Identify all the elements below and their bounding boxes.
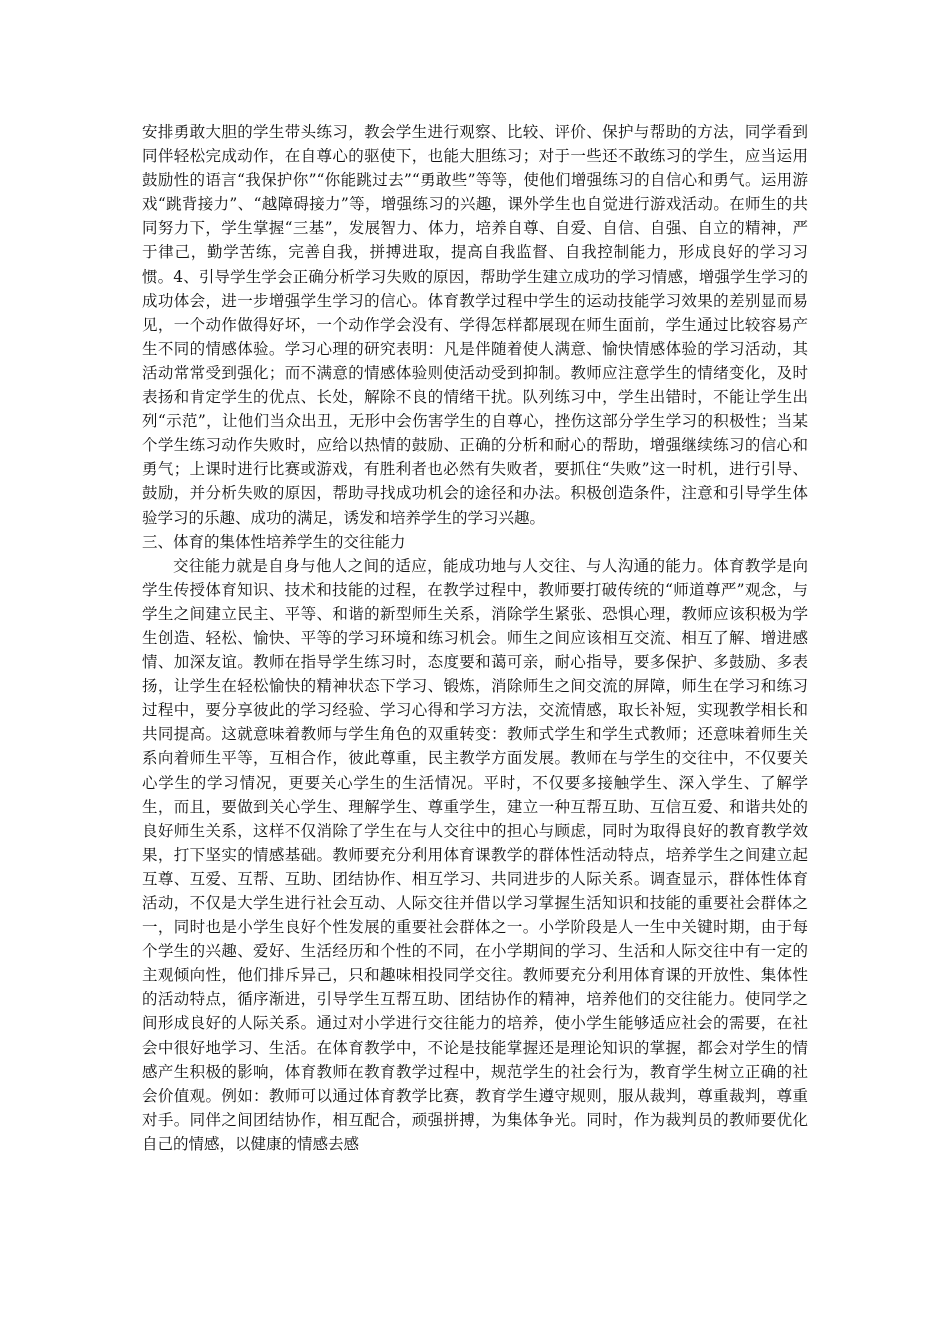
body-paragraph-2: 交往能力就是自身与他人之间的适应，能成功地与人交往、与人沟通的能力。体育教学是向学生传授体育知识、技术和技能的过程，在教学过程中，教师要打破传统的“师道尊严”观念，与学生之间建立民主、平等、和谐的新型师生关系，消除学生紧张、恐惧心理，教师应该积极为学生创造、轻松、愉快、平等的学习环境和练习机会。师生之间应该相互交流、相互了解、增进感情、加深友谊。教师在指导学生练习时，态度要和蔼可亲，耐心指导，要多保护、多鼓励、多表扬，让学生在轻松愉快的精神状态下学习、锻炼，消除师生之间交流的屏障，师生在学习和练习过程中，要分享彼此的学习经验、学习心得和学习方法，交流情感，取长补短，实现教学相长和共同提高。这就意味着教师与学生角色的双重转变：教师式学生和学生式教师；还意味着师生关系向着师生平等，互相合作，彼此尊重，民主教学方面发展。教师在与学生的交往中，不仅要关心学生的学习情况，更要关心学生的生活情况。平时，不仅要多接触学生、深入学生、了解学生，而且，要做到关心学生、理解学生、尊重学生，建立一种互帮互助、互信互爱、和谐共处的良好师生关系，这样不仅消除了学生在与人交往中的担心与顾虑，同时为取得良好的教育教学效果，打下坚实的情感基础。教师要充分利用体育课教学的群体性活动特点，培养学生之间建立起互尊、互爱、互帮、互助、团结协作、相互学习、共同进步的人际关系。调查显示，群体性体育活动，不仅是大学生进行社会互动、人际交往并借以学习掌握生活知识和技能的重要社会群体之一，同时也是小学生良好个性发展的重要社会群体之一。小学阶段是人一生中关键时期，由于每个学生的兴趣、爱好、生活经历和个性的不同，在小学期间的学习、生活和人际交往中有一定的主观倾向性，他们排斥异己，只和趣味相投同学交往。教师要充分利用体育课的开放性、集体性的活动特点，循序渐进，引导学生互帮互助、团结协作的精神，培养他们的交往能力。使同学之间形成良好的人际关系。通过对小学进行交往能力的培养，使小学生能够适应社会的需要，在社会中很好地学习、生活。在体育教学中，不论是技能掌握还是理论知识的掌握，都会对学生的情感产生积极的影响，体育教师在教育教学过程中，规范学生的社会行为，教育学生树立正确的社会价值观。例如：教师可以通过体育教学比赛，教育学生遵守规则，服从裁判，尊重裁判，尊重对手。同伴之间团结协作，相互配合，顽强拼搏，为集体争光。同时，作为裁判员的教师要优化自己的情感，以健康的情感去感 [142, 556, 808, 1153]
document-page [142, 120, 808, 1156]
section-heading: 三、体育的集体性培养学生的交往能力 [142, 532, 406, 551]
body-paragraph-1: 安排勇敢大胆的学生带头练习，教会学生进行观察、比较、评价、保护与帮助的方法，同学看到同伴轻松完成动作，在自尊心的驱使下，也能大胆练习；对于一些还不敢练习的学生，应当运用鼓励性的语言“我保护你”“你能跳过去”“勇敢些”等等，使他们增强练习的自信心和勇气。运用游戏“跳背接力”、“越障碍接力”等，增强练习的兴趣，课外学生也自觉进行游戏活动。在师生的共同努力下，学生掌握“三基”，发展智力、体力，培养自尊、自爱、自信、自强、自立的精神，严于律己，勤学苦练，完善自我，拼搏进取，提高自我监督、自我控制能力，形成良好的学习习惯。4、引导学生学会正确分析学习失败的原因，帮助学生建立成功的学习情感，增强学生学习的成功体会，进一步增强学生学习的信心。体育教学过程中学生的运动技能学习效果的差别显而易见，一个动作做得好坏，一个动作学会没有、学得怎样都展现在师生面前，学生通过比较容易产生不同的情感体验。学习心理的研究表明：凡是伴随着使人满意、愉快情感体验的学习活动，其活动常常受到强化；而不满意的情感体验则使活动受到抑制。教师应注意学生的情绪变化，及时表扬和肯定学生的优点、长处，解除不良的情绪干扰。队列练习中，学生出错时，不能让学生出列“示范”，让他们当众出丑，无形中会伤害学生的自尊心，挫伤这部分学生学习的积极性；当某个学生练习动作失败时，应给以热情的鼓励、正确的分析和耐心的帮助，增强继续练习的信心和勇气；上课时进行比赛或游戏，有胜利者也必然有失败者，要抓住“失败”这一时机，进行引导、鼓励，并分析失败的原因，帮助寻找成功机会的途径和办法。积极创造条件，注意和引导学生体验学习的乐趣、成功的满足，诱发和培养学生的学习兴趣。 [142, 123, 808, 527]
